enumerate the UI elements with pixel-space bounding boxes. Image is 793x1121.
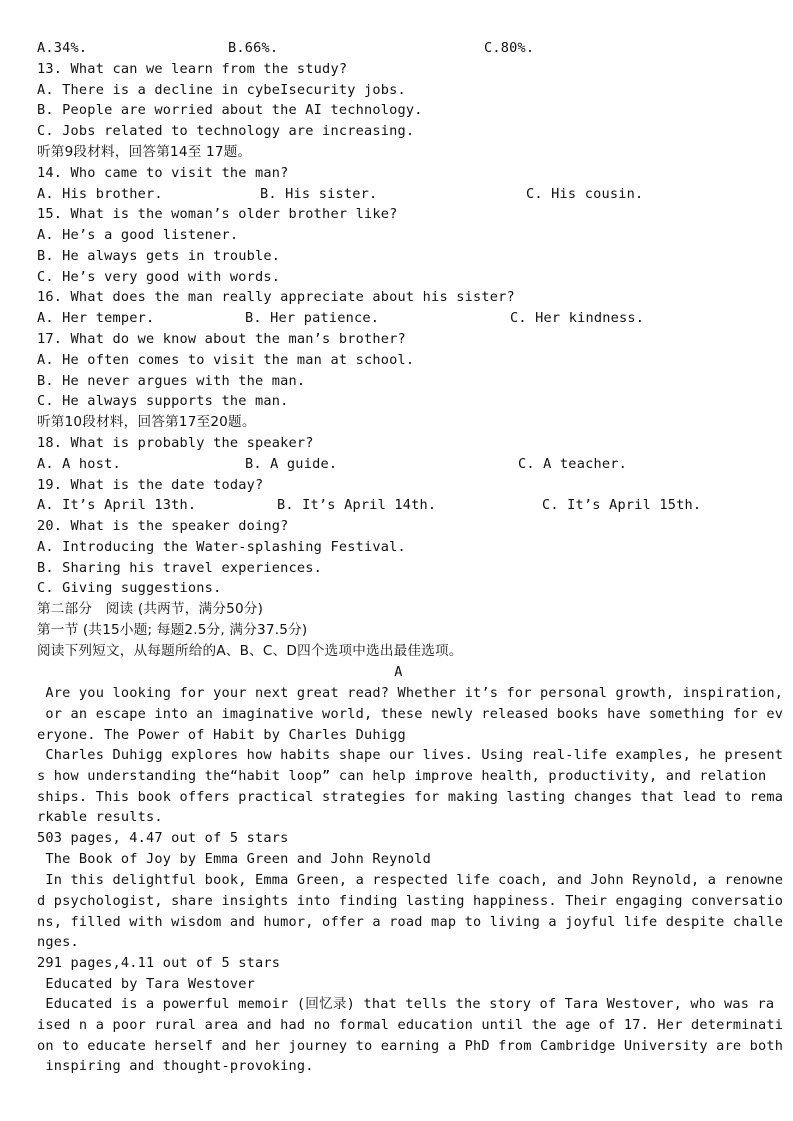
option-a-q16: A. Her temper. <box>37 310 155 326</box>
option-b-q20: B. Sharing his travel experiences. <box>37 560 323 576</box>
question-17: 17. What do we know about the man’s brother? <box>37 331 406 347</box>
option-c-q20: C. Giving suggestions. <box>37 580 222 596</box>
part-two-heading: 第二部分 阅读 (共两节，满分50分) <box>37 601 264 617</box>
book-1-meta: 503 pages, 4.47 out of 5 stars <box>37 830 289 846</box>
book-3-title: Educated by Tara Westover <box>37 976 255 992</box>
question-18: 18. What is probably the speaker? <box>37 435 314 451</box>
option-c-q13: C. Jobs related to technology are increasing. <box>37 123 415 139</box>
passage-letter: A <box>394 664 403 680</box>
option-c-q18: C. A teacher. <box>518 456 627 472</box>
book-1-description: Charles Duhigg explores how habits shape our lives. Using real-life examples, he present s how understanding the“habit loop” can help improve health, productivity, and relation ships. This book offers practical strategies for making lasting changes that lead to rema rkable results. <box>37 747 784 826</box>
option-b-q14: B. His sister. <box>260 186 378 202</box>
book-3-description: Educated is a powerful memoir (回忆录) that tells the story of Tara Westover, who was ra ised n a poor rural area and had no formal education until the age of 17. Her determinati on to educate herself and her journey to earning a PhD from Cambridge University are both inspiring and thought-provoking. <box>37 996 784 1075</box>
option-c-q12: C.80%. <box>484 40 535 56</box>
option-a-q17: A. He often comes to visit the man at school. <box>37 352 415 368</box>
option-a-q19: A. It’s April 13th. <box>37 497 197 513</box>
section-one-heading: 第一节 (共15小题; 每题2.5分, 满分37.5分) <box>37 622 308 638</box>
passage-intro: Are you looking for your next great read? Whether it’s for personal growth, inspiration, or an escape into an imaginative world, these newly released books have something for ev eryone. The Power of Habit by Charles Duhigg <box>37 685 784 743</box>
option-b-q13: B. People are worried about the AI technology. <box>37 102 423 118</box>
question-15: 15. What is the woman’s older brother like? <box>37 206 398 222</box>
section-9-instruction: 听第9段材料，回答第14至 17题。 <box>37 144 252 160</box>
option-c-q16: C. Her kindness. <box>510 310 645 326</box>
option-b-q12: B.66%. <box>228 40 279 56</box>
option-a-q12: A.34%. <box>37 40 88 56</box>
option-b-q15: B. He always gets in trouble. <box>37 248 281 264</box>
option-b-q16: B. Her patience. <box>245 310 380 326</box>
option-c-q15: C. He’s very good with words. <box>37 269 281 285</box>
option-c-q19: C. It’s April 15th. <box>542 497 702 513</box>
option-a-q14: A. His brother. <box>37 186 163 202</box>
question-20: 20. What is the speaker doing? <box>37 518 289 534</box>
reading-instruction: 阅读下列短文，从每题所给的A、B、C、D四个选项中选出最佳选项。 <box>37 643 463 659</box>
option-b-q17: B. He never argues with the man. <box>37 373 306 389</box>
option-b-q18: B. A guide. <box>245 456 338 472</box>
question-14: 14. Who came to visit the man? <box>37 165 289 181</box>
question-19: 19. What is the date today? <box>37 477 264 493</box>
option-a-q13: A. There is a decline in cybeIsecurity jobs. <box>37 82 406 98</box>
option-a-q20: A. Introducing the Water-splashing Festival. <box>37 539 406 555</box>
question-13: 13. What can we learn from the study? <box>37 61 348 77</box>
option-a-q15: A. He’s a good listener. <box>37 227 239 243</box>
option-a-q18: A. A host. <box>37 456 121 472</box>
option-c-q14: C. His cousin. <box>526 186 644 202</box>
book-2-meta: 291 pages,4.11 out of 5 stars <box>37 955 281 971</box>
option-b-q19: B. It’s April 14th. <box>277 497 437 513</box>
book-2-title: The Book of Joy by Emma Green and John Reynold <box>37 851 432 867</box>
book-2-description: In this delightful book, Emma Green, a respected life coach, and John Reynold, a renowne d psychologist, share insights into finding lasting happiness. Their engaging conversatio ns, filled with wisdom and humor, offer a road map to living a joyful life despite challe nges. <box>37 872 784 951</box>
question-16: 16. What does the man really appreciate about his sister? <box>37 289 515 305</box>
section-10-instruction: 听第10段材料，回答第17至20题。 <box>37 414 256 430</box>
option-c-q17: C. He always supports the man. <box>37 393 289 409</box>
